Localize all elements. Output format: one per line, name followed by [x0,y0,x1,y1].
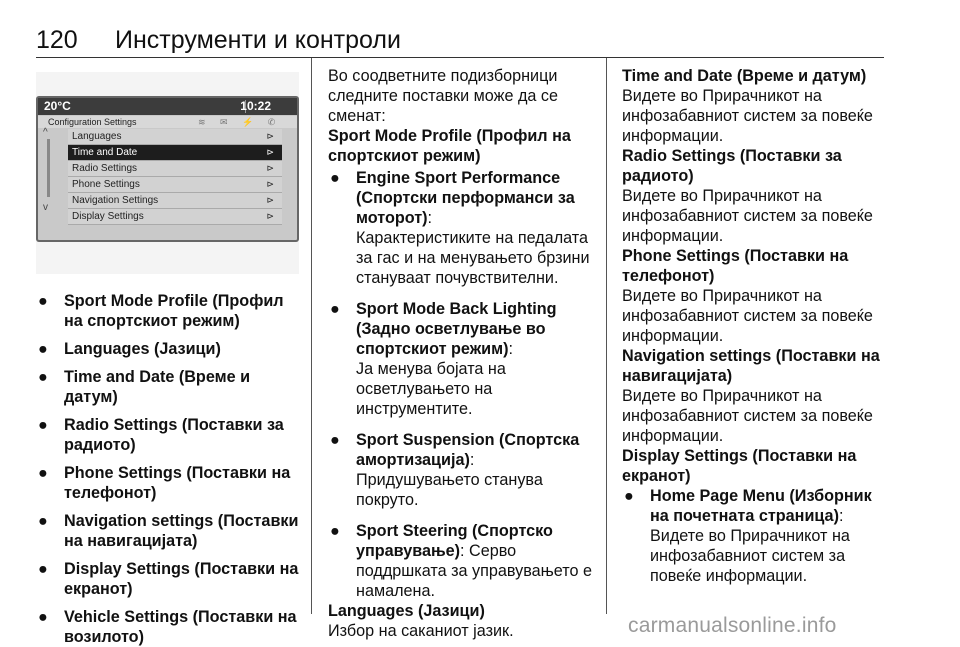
list-item: ● Languages (Јазици) [38,340,221,358]
menu-item-languages: Languages ⊳ [68,129,282,145]
bullet-icon: ● [330,169,340,187]
section-heading: Navigation settings (Поставки на навигацијата) [622,347,880,385]
section-heading: Phone Settings (Поставки на телефонот) [622,247,849,285]
status-icons: ≋ ✉ ⚡ ✆ [198,117,282,127]
bullet-icon: ● [38,608,48,626]
menu-item-phone-settings: Phone Settings ⊳ [68,177,282,193]
list-item: ● Sport Steering (Спортско управување): Серво поддршката за управувањето е намалена. [330,522,593,600]
screen-status-bar [38,98,297,115]
list-item: ● Navigation settings (Поставки на навигацијата) [38,512,299,550]
menu-item-display-settings: Display Settings ⊳ [68,209,282,225]
arrow-right-icon: ⊳ [266,195,274,205]
screen-subtitle: Configuration Settings [48,117,137,127]
list-item: ● Sport Mode Back Lighting (Задно осветлување во спортскиот режим): Ја менува бојата на осветлувањето на инструментите. [330,300,557,418]
menu-item-radio-settings: Radio Settings ⊳ [68,161,282,177]
section-heading: Time and Date (Време и датум) [622,67,867,85]
section-heading: Radio Settings (Поставки за радиото) [622,147,842,185]
bullet-icon: ● [330,522,340,540]
right-column [622,66,890,586]
section-text: Видете во Прирачникот на инфозабавниот систем за повеќе информации. [622,187,873,245]
display-settings-list [622,486,890,586]
list-item: ● Home Page Menu (Изборник на почетната страница): Видете во Прирачникот на инфозабавниот систем за повеќе информации. [624,487,872,585]
intro-paragraph: Во соодветните подизборници следните поставки може да се сменат: [328,67,558,125]
bullet-icon: ● [38,416,48,434]
list-item: ● Engine Sport Performance (Спортски перформанси за моторот): Карактеристиките на педалата за гас и на менувањето брзини стануваат почувствителни. [330,169,590,287]
middle-column [328,66,600,641]
settings-bullet-list [36,291,304,647]
bullet-icon: ● [330,300,340,318]
section-text: Видете во Прирачникот на инфозабавниот систем за повеќе информации. [622,387,873,445]
screen-subtitle-bar [38,116,297,128]
list-item: ● Radio Settings (Поставки за радиото) [38,416,284,454]
arrow-right-icon: ⊳ [266,163,274,173]
left-column [36,291,304,647]
screen-time: 10:22 [240,99,271,113]
arrow-right-icon: ⊳ [266,131,274,141]
list-item: ● Sport Suspension (Спортска амортизација): Придушувањето станува покруто. [330,431,580,509]
column-divider-1 [311,58,312,614]
section-text: Видете во Прирачникот на инфозабавниот систем за повеќе информации. [622,287,873,345]
languages-text: Избор на саканиот јазик. [328,622,514,640]
bullet-icon: ● [38,340,48,358]
bullet-icon: ● [624,487,634,505]
display-settings-heading: Display Settings (Поставки на екранот) [622,447,857,485]
screen-temperature: 20°C [44,99,71,113]
page-header [0,0,960,56]
languages-heading: Languages (Јазици) [328,602,485,620]
bullet-icon: ● [38,560,48,578]
arrow-right-icon: ⊳ [266,147,274,157]
bullet-icon: ● [38,292,48,310]
bullet-icon: ● [38,368,48,386]
sport-mode-heading: Sport Mode Profile (Профил на спортскиот режим) [328,127,571,165]
section-text: Видете во Прирачникот на инфозабавниот систем за повеќе информации. [622,87,873,145]
list-item: ● Vehicle Settings (Поставки на возилото) [38,608,297,646]
sport-mode-list [328,168,600,601]
scrollbar [47,139,50,197]
arrow-right-icon: ⊳ [266,211,274,221]
list-item: ● Display Settings (Поставки на екранот) [38,560,299,598]
list-item: ● Sport Mode Profile (Профил на спортскиот режим) [38,292,284,330]
menu-item-navigation-settings: Navigation Settings ⊳ [68,193,282,209]
menu-item-time-and-date: Time and Date ⊳ [68,145,282,161]
list-item: ● Phone Settings (Поставки на телефонот) [38,464,291,502]
page-number: 120 [36,26,78,54]
list-item: ● Time and Date (Време и датум) [38,368,251,406]
settings-menu-list [68,129,282,225]
scroll-down-icon: v [43,202,48,213]
arrow-right-icon: ⊳ [266,179,274,189]
header-divider [36,57,884,58]
page-title: Инструменти и контроли [115,26,401,54]
watermark: carmanualsonline.info [628,614,837,637]
bullet-icon: ● [38,512,48,530]
bullet-icon: ● [330,431,340,449]
scroll-up-icon: ^ [43,127,48,138]
bullet-icon: ● [38,464,48,482]
column-divider-2 [606,58,607,614]
